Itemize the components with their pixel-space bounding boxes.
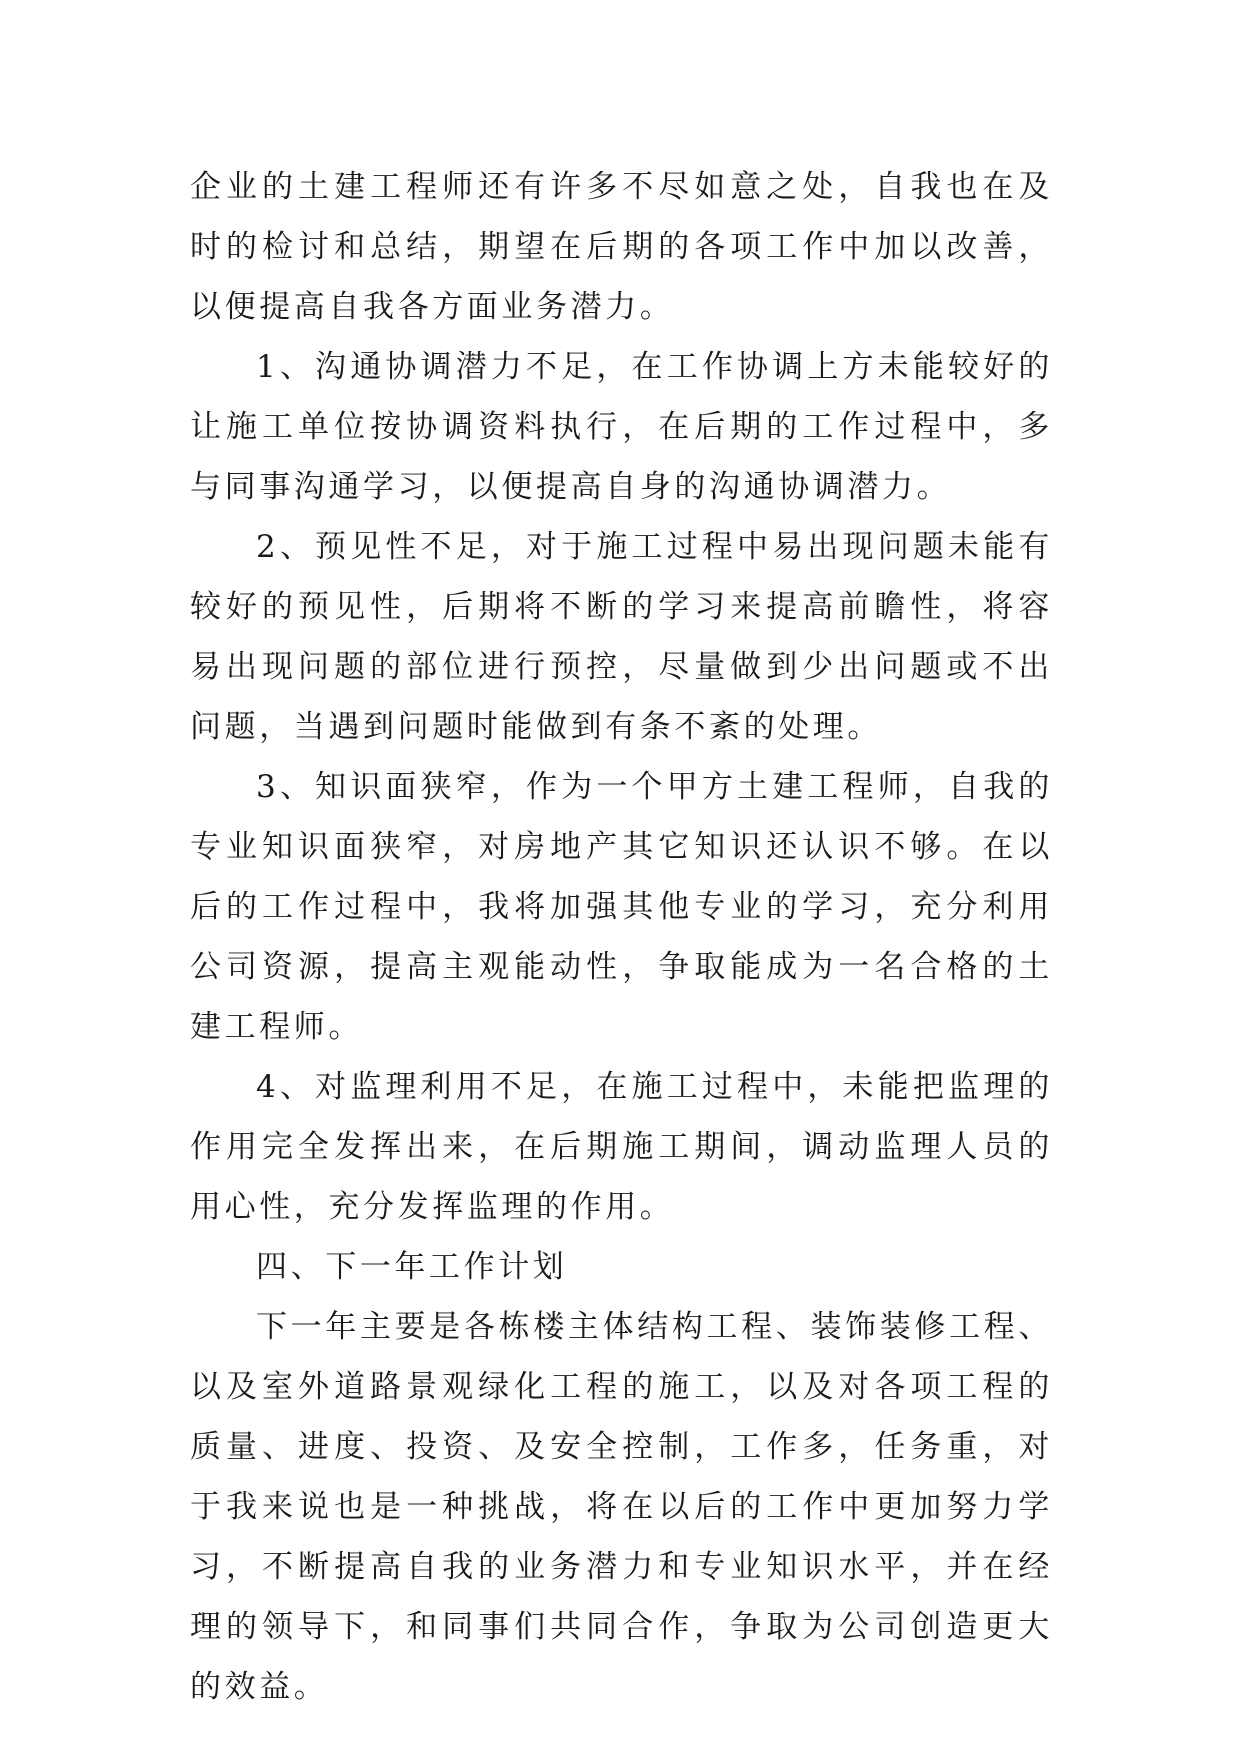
- paragraph-item-1: 1、沟通协调潜力不足，在工作协调上方未能较好的让施工单位按协调资料执行，在后期的工作过程中，多与同事沟通学习，以便提高自身的沟通协调潜力。: [190, 349, 1053, 505]
- paragraph-item-2: 2、预见性不足，对于施工过程中易出现问题未能有较好的预见性，后期将不断的学习来提高前瞻性，将容易出现问题的部位进行预控，尽量做到少出问题或不出问题，当遇到问题时能做到有条不紊的处理。: [190, 529, 1053, 745]
- section-heading-next-year-plan: 四、下一年工作计划: [256, 1249, 568, 1285]
- paragraph-continuation: 企业的土建工程师还有许多不尽如意之处，自我也在及时的检讨和总结，期望在后期的各项工作中加以改善，以便提高自我各方面业务潜力。: [190, 169, 1053, 325]
- paragraph-item-4: 4、对监理利用不足，在施工过程中，未能把监理的作用完全发挥出来，在后期施工期间，调动监理人员的用心性，充分发挥监理的作用。: [190, 1069, 1053, 1225]
- document-body: [190, 157, 1053, 1717]
- paragraph-item-3: 3、知识面狭窄，作为一个甲方土建工程师，自我的专业知识面狭窄，对房地产其它知识还认识不够。在以后的工作过程中，我将加强其他专业的学习，充分利用公司资源，提高主观能动性，争取能成为一名合格的土建工程师。: [190, 769, 1053, 1045]
- paragraph-next-year-plan: 下一年主要是各栋楼主体结构工程、装饰装修工程、以及室外道路景观绿化工程的施工，以及对各项工程的质量、进度、投资、及安全控制，工作多，任务重，对于我来说也是一种挑战，将在以后的工作中更加努力学习，不断提高自我的业务潜力和专业知识水平，并在经理的领导下，和同事们共同合作，争取为公司创造更大的效益。: [190, 1309, 1053, 1705]
